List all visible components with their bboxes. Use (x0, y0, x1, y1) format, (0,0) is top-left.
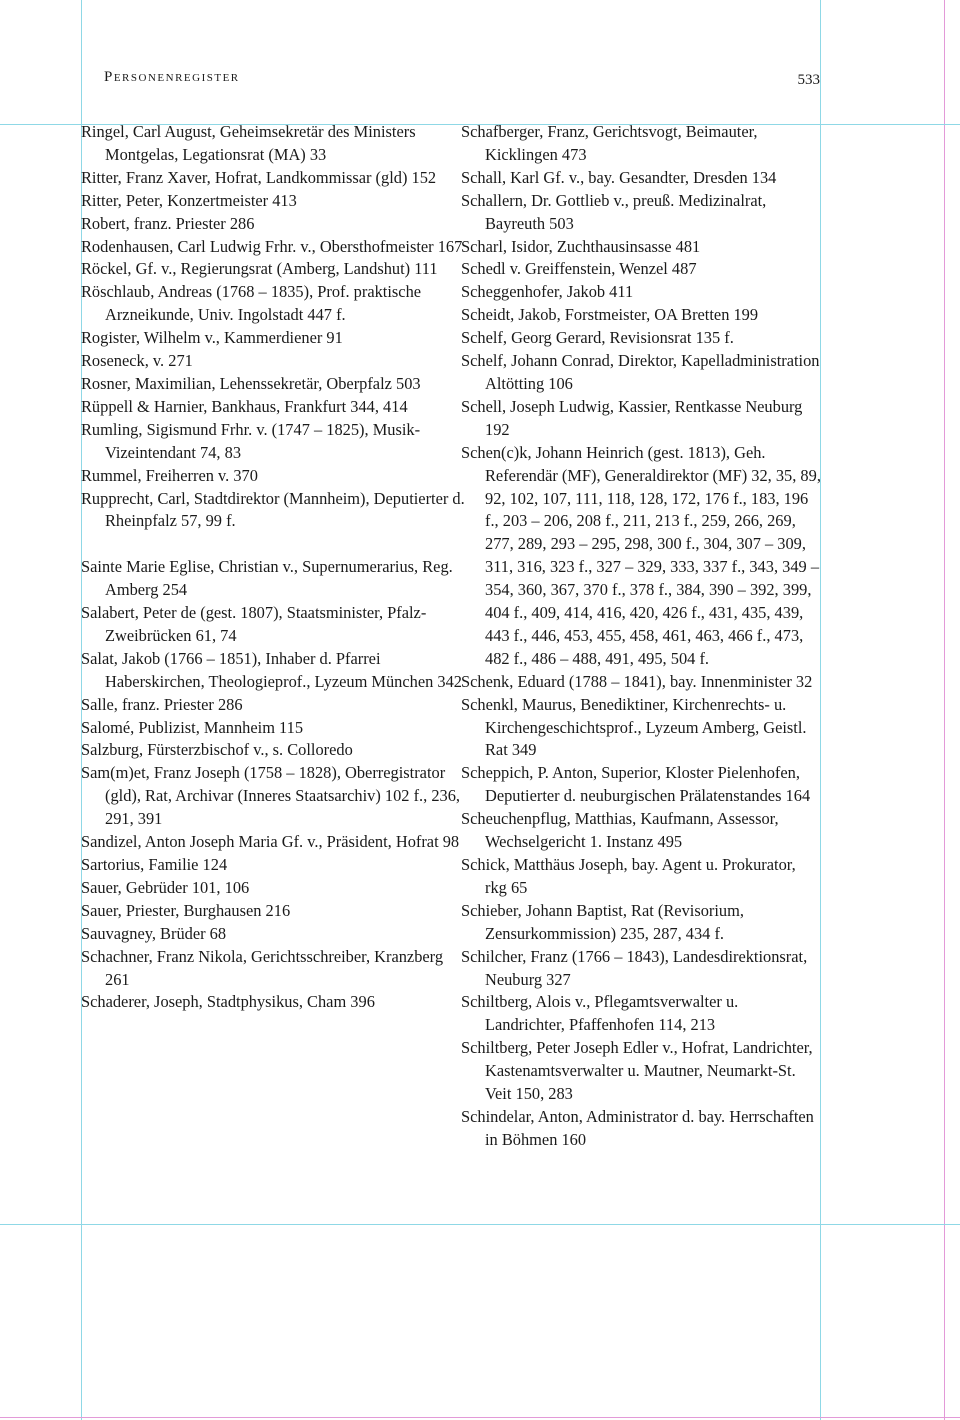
index-column-left (81, 121, 465, 1014)
index-entry: Salat, Jakob (1766 – 1851), Inhaber d. Pfarrei Haberskirchen, Theologieprof., Lyzeum München 342 (81, 648, 462, 691)
index-column-right (461, 121, 821, 1152)
index-entry: Ringel, Carl August, Geheimsekretär des Ministers Montgelas, Legationsrat (MA) 33 (81, 122, 416, 164)
index-entry: Scharl, Isidor, Zuchthausinsasse 481 (461, 236, 701, 256)
page-number: 533 (797, 72, 820, 88)
index-entry: Rodenhausen, Carl Ludwig Frhr. v., Obersthofmeister 167 (81, 236, 463, 256)
guide-trim-bottom (0, 1417, 960, 1418)
index-entry: Sam(m)et, Franz Joseph (1758 – 1828), Oberregistrator (gld), Rat, Archivar (Inneres Staatsarchiv) 102 f., 236, 291, 391 (81, 763, 461, 829)
index-entry: Schafberger, Franz, Gerichtsvogt, Beimauter, Kicklingen 473 (461, 122, 758, 164)
index-entry: Schedl v. Greiffenstein, Wenzel 487 (461, 259, 697, 279)
index-entry: Schen(c)k, Johann Heinrich (gest. 1813), Geh. Referendär (MF), Generaldirektor (MF) 32, 35, 89, 92, 102, 107, 111, 118, 128, 172, 176 f., 183, 196 f., 203 – 206, 208 f., 211, 213 f., 259, 266, 269, 277, 289, 293 – 295, 298, 300 f., 304, 307 – 309, 311, 316, 323 f., 327 – 329, 333, 337 f., 343, 349 – 354, 360, 367, 370 f., 378 f., 384, 390 – 392, 399, 404 f., 409, 414, 416, 420, 426 f., 431, 435, 439, 443 f., 446, 453, 455, 458, 461, 463, 466 f., 473, 482 f., 486 – 488, 491, 495, 504 f. (461, 442, 821, 668)
index-entry: Schelf, Georg Gerard, Revisionsrat 135 f. (461, 328, 734, 348)
index-entry: Sauvagney, Brüder 68 (81, 923, 227, 943)
index-entry: Salomé, Publizist, Mannheim 115 (81, 717, 304, 737)
index-entry: Ritter, Peter, Konzertmeister 413 (81, 190, 297, 210)
index-entry: Salabert, Peter de (gest. 1807), Staatsminister, Pfalz-Zweibrücken 61, 74 (81, 603, 427, 645)
index-entry: Röschlaub, Andreas (1768 – 1835), Prof. praktische Arzneikunde, Univ. Ingolstadt 447 f. (81, 282, 422, 325)
index-entry: Schallern, Dr. Gottlieb v., preuß. Medizinalrat, Bayreuth 503 (461, 190, 767, 233)
index-entry: Schiltberg, Peter Joseph Edler v., Hofrat, Landrichter, Kastenamtsverwalter u. Mautner, Neumarkt-St. Veit 150, 283 (461, 1038, 813, 1104)
guide-trim-edge (944, 0, 945, 1420)
index-entry: Salzburg, Fürsterzbischof v., s. Colloredo (81, 740, 353, 760)
index-entry: Schelf, Johann Conrad, Direktor, Kapelladministration Altötting 106 (461, 351, 820, 393)
index-entry: Sainte Marie Eglise, Christian v., Supernumerarius, Reg. Amberg 254 (81, 557, 453, 600)
index-entry: Röckel, Gf. v., Regierungsrat (Amberg, Landshut) 111 (81, 259, 438, 279)
index-entry: Robert, franz. Priester 286 (81, 213, 255, 233)
index-entry: Schenkl, Maurus, Benediktiner, Kirchenrechts- u. Kirchengeschichtsprof., Lyzeum Amberg, Geistl. Rat 349 (461, 694, 807, 760)
letter-section-gap (81, 533, 465, 556)
index-entry: Schaderer, Joseph, Stadtphysikus, Cham 396 (81, 992, 375, 1012)
index-entry: Rumling, Sigismund Frhr. v. (1747 – 1825), Musik-Vizeintendant 74, 83 (81, 419, 421, 462)
index-entry: Schick, Matthäus Joseph, bay. Agent u. Prokurator, rkg 65 (461, 855, 796, 897)
index-entry: Schenk, Eduard (1788 – 1841), bay. Innenminister 32 (461, 671, 813, 691)
index-entry: Sandizel, Anton Joseph Maria Gf. v., Präsident, Hofrat 98 (81, 832, 460, 852)
index-entry: Scheggenhofer, Jakob 411 (461, 282, 634, 302)
index-entry: Schell, Joseph Ludwig, Kassier, Rentkasse Neuburg 192 (461, 396, 803, 439)
index-entry: Schall, Karl Gf. v., bay. Gesandter, Dresden 134 (461, 167, 777, 187)
index-entry: Rupprecht, Carl, Stadtdirektor (Mannheim), Deputierter d. Rheinpfalz 57, 99 f. (81, 488, 465, 531)
index-entry: Scheidt, Jakob, Forstmeister, OA Bretten 199 (461, 305, 759, 325)
index-entry: Scheppich, P. Anton, Superior, Kloster Pielenhofen, Deputierter d. neuburgischen Prälatenstandes 164 (461, 763, 811, 806)
index-entry: Ritter, Franz Xaver, Hofrat, Landkommissar (gld) 152 (81, 167, 437, 187)
index-entry: Sartorius, Familie 124 (81, 854, 228, 874)
index-entry: Rogister, Wilhelm v., Kammerdiener 91 (81, 328, 343, 348)
guide-bottom-margin (0, 1224, 960, 1225)
index-entry: Scheuchenpflug, Matthias, Kaufmann, Assessor, Wechselgericht 1. Instanz 495 (461, 809, 779, 852)
index-entry: Rummel, Freiherren v. 370 (81, 465, 258, 485)
index-entry: Rüppell & Harnier, Bankhaus, Frankfurt 344, 414 (81, 396, 408, 416)
index-entry: Roseneck, v. 271 (81, 351, 193, 371)
index-entry: Schindelar, Anton, Administrator d. bay. Herrschaften in Böhmen 160 (461, 1106, 814, 1149)
index-entry: Salle, franz. Priester 286 (81, 694, 243, 714)
index-entry: Schachner, Franz Nikola, Gerichtsschreiber, Kranzberg 261 (81, 946, 444, 989)
index-entry: Schieber, Johann Baptist, Rat (Revisorium, Zensurkommission) 235, 287, 434 f. (461, 900, 744, 943)
index-entry: Sauer, Priester, Burghausen 216 (81, 900, 291, 920)
running-title: Personenregister (104, 69, 240, 85)
index-entry: Rosner, Maximilian, Lehenssekretär, Oberpfalz 503 (81, 373, 421, 393)
index-entry: Sauer, Gebrüder 101, 106 (81, 877, 250, 897)
index-entry: Schilcher, Franz (1766 – 1843), Landesdirektionsrat, Neuburg 327 (461, 946, 808, 989)
index-entry: Schiltberg, Alois v., Pflegamtsverwalter u. Landrichter, Pfaffenhofen 114, 213 (461, 992, 739, 1035)
